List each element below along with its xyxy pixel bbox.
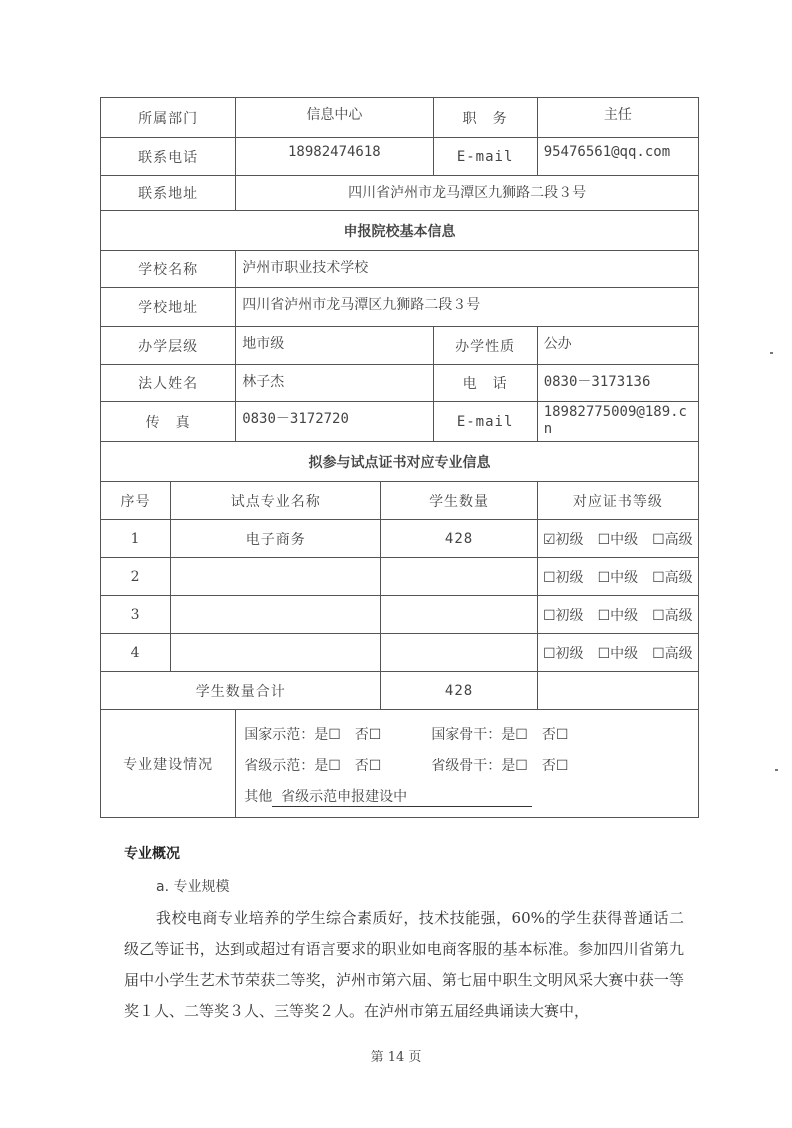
position-value: 主任 <box>537 98 698 138</box>
total-empty-cell <box>537 672 698 710</box>
middle-checkbox[interactable]: ☐中级 <box>597 531 639 548</box>
school-section-title: 申报院校基本信息 <box>101 211 699 251</box>
senior-checkbox[interactable]: ☐高级 <box>652 607 693 624</box>
row-count <box>381 634 537 672</box>
row-major <box>171 596 381 634</box>
primary-checkbox[interactable]: ☐初级 <box>543 645 584 662</box>
middle-checkbox[interactable]: ☐中级 <box>597 607 639 624</box>
fax-row <box>101 402 699 442</box>
table-row <box>101 634 699 672</box>
level-value: 地市级 <box>236 327 433 365</box>
nature-value: 公办 <box>537 327 698 365</box>
school-name-label: 学校名称 <box>101 251 236 288</box>
row-count <box>381 596 537 634</box>
header-count: 学生数量 <box>381 482 537 520</box>
primary-checkbox[interactable]: ☐初级 <box>543 607 584 624</box>
dept-value: 信息中心 <box>236 98 433 138</box>
email-value: 95476561@qq.com <box>537 138 698 176</box>
row-no: 3 <box>101 596 171 634</box>
school-name-value: 泸州市职业技术学校 <box>236 251 699 288</box>
senior-checkbox[interactable]: ☐高级 <box>652 645 693 662</box>
construction-label: 专业建设情况 <box>101 710 236 818</box>
level-row <box>101 327 699 365</box>
school-name-row <box>101 251 699 288</box>
construction-row <box>101 710 699 818</box>
total-row <box>101 672 699 710</box>
email-label: E-mail <box>433 138 537 176</box>
pilot-section-title: 拟参与试点证书对应专业信息 <box>101 442 699 482</box>
pilot-section-row <box>101 442 699 482</box>
row-no: 4 <box>101 634 171 672</box>
address-row <box>101 176 699 211</box>
pilot-header-row <box>101 482 699 520</box>
row-no: 2 <box>101 558 171 596</box>
school-address-row <box>101 288 699 327</box>
page-number: 第 14 页 <box>370 1050 422 1065</box>
row-no: 1 <box>101 520 171 558</box>
legal-row <box>101 365 699 402</box>
table-row <box>101 520 699 558</box>
national-core-option[interactable]: 国家骨干：是☐ 否☐ <box>431 727 569 743</box>
total-value: 428 <box>381 672 537 710</box>
construction-options <box>236 710 699 818</box>
header-no: 序号 <box>101 482 171 520</box>
overview-subheading: a. 专业规模 <box>156 879 230 895</box>
school-section-row <box>101 211 699 251</box>
school-email-label: E-mail <box>433 402 537 442</box>
application-form-table <box>100 97 699 818</box>
national-demo-option[interactable]: 国家示范：是☐ 否☐ <box>244 727 382 743</box>
total-label: 学生数量合计 <box>101 672 381 710</box>
nature-label: 办学性质 <box>433 327 537 365</box>
dept-label: 所属部门 <box>101 98 236 138</box>
row-major <box>171 558 381 596</box>
legal-value: 林子杰 <box>236 365 433 402</box>
header-major: 试点专业名称 <box>171 482 381 520</box>
school-address-label: 学校地址 <box>101 288 236 327</box>
primary-checkbox[interactable]: ☑初级 <box>543 531 584 548</box>
row-cert <box>537 634 698 672</box>
table-row <box>101 596 699 634</box>
legal-label: 法人姓名 <box>101 365 236 402</box>
phone-label: 联系电话 <box>101 138 236 176</box>
row-cert <box>537 558 698 596</box>
provincial-demo-option[interactable]: 省级示范：是☐ 否☐ <box>244 758 382 774</box>
phone-value: 18982474618 <box>236 138 433 176</box>
overview-paragraph-text: 我校电商专业培养的学生综合素质好，技术技能强，60%的学生获得普通话二级乙等证书，达到或超过有语言要求的职业如电商客服的基本标准。参加四川省第九届中小学生艺术节荣获二等奖，泸州市第六届、第七届中职生文明风采大赛中获一等奖１人、二等奖３人、三等奖２人。在泸州市第五届经典诵读大赛中， <box>124 909 684 1020</box>
position-label: 职 务 <box>433 98 537 138</box>
primary-checkbox[interactable]: ☐初级 <box>543 569 584 586</box>
school-address-value: 四川省泸州市龙马潭区九狮路二段３号 <box>236 288 699 327</box>
other-value-text: 省级示范申报建设中 <box>281 789 408 805</box>
fax-value: 0830－3172720 <box>236 402 433 442</box>
tel-value: 0830－3173136 <box>537 365 698 402</box>
table-row <box>101 558 699 596</box>
phone-row <box>101 138 699 176</box>
scan-speck <box>770 352 773 354</box>
middle-checkbox[interactable]: ☐中级 <box>597 645 639 662</box>
overview-heading: 专业概况 <box>124 846 180 862</box>
row-count: 428 <box>381 520 537 558</box>
row-cert <box>537 520 698 558</box>
scan-speck <box>775 769 778 771</box>
other-label: 其他 <box>244 789 273 805</box>
senior-checkbox[interactable]: ☐高级 <box>652 531 693 548</box>
fax-label: 传 真 <box>101 402 236 442</box>
middle-checkbox[interactable]: ☐中级 <box>597 569 639 586</box>
row-cert <box>537 596 698 634</box>
other-value[interactable] <box>272 788 532 807</box>
row-major: 电子商务 <box>171 520 381 558</box>
header-cert: 对应证书等级 <box>537 482 698 520</box>
dept-row <box>101 98 699 138</box>
address-label: 联系地址 <box>101 176 236 211</box>
senior-checkbox[interactable]: ☐高级 <box>652 569 693 586</box>
address-value: 四川省泸州市龙马潭区九狮路二段３号 <box>236 176 699 211</box>
school-email-value: 18982775009@189.cn <box>537 402 698 442</box>
row-count <box>381 558 537 596</box>
row-major <box>171 634 381 672</box>
level-label: 办学层级 <box>101 327 236 365</box>
overview-paragraph <box>124 903 684 1027</box>
provincial-core-option[interactable]: 省级骨干：是☐ 否☐ <box>431 758 569 774</box>
tel-label: 电 话 <box>433 365 537 402</box>
